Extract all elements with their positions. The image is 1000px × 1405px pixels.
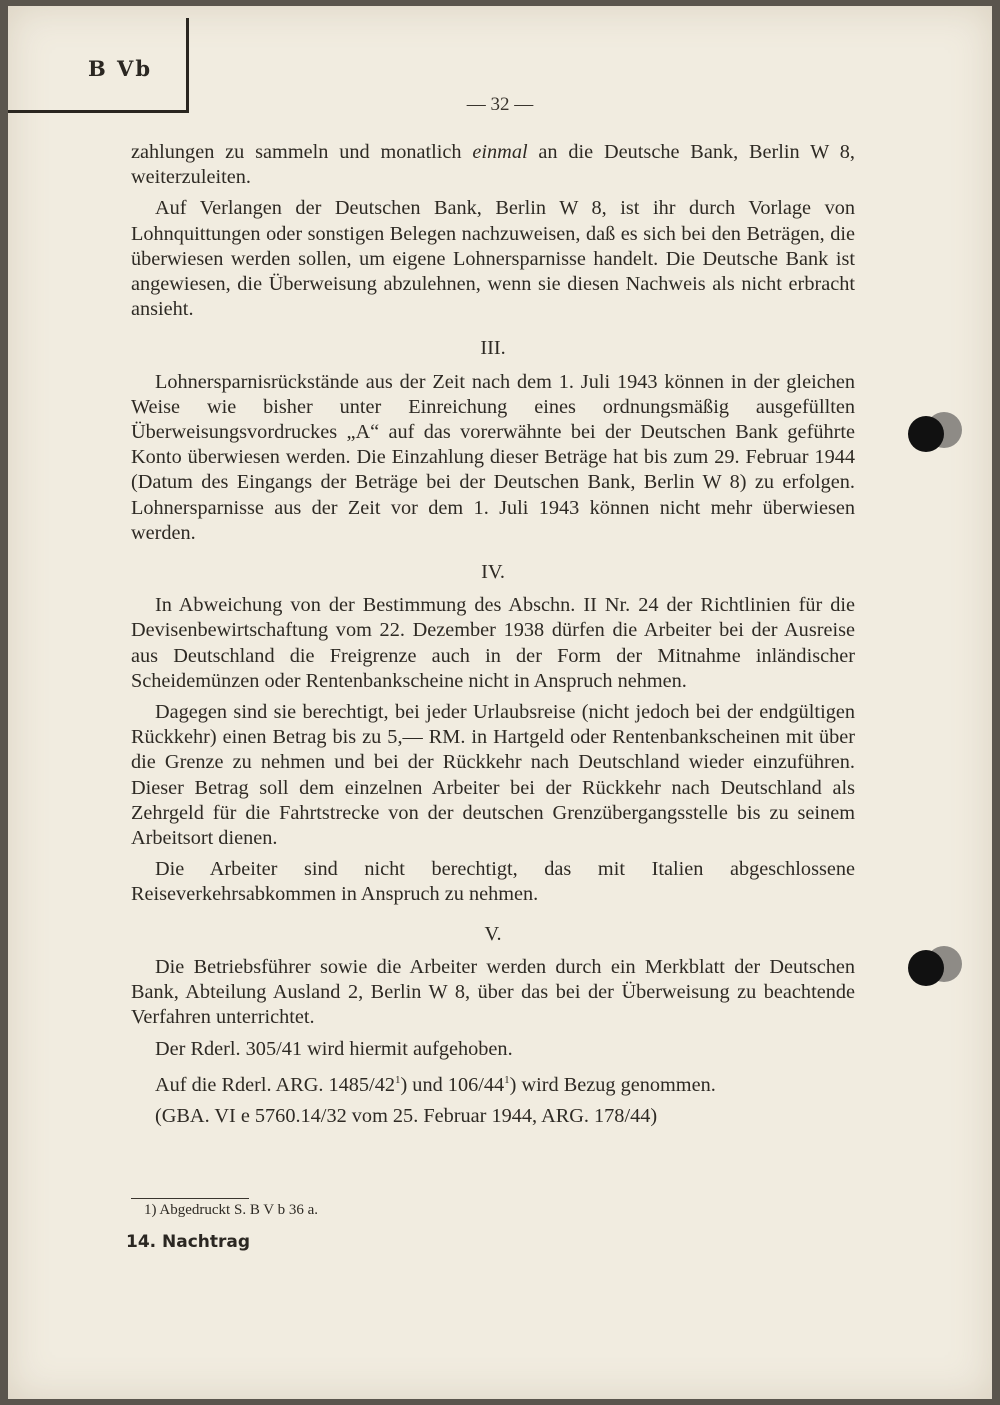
- paragraph: Lohnersparnisrückstände aus der Zeit nach dem 1. Juli 1943 können in der gleichen Weise wie bisher unter Einreichung eines ordnungsmäßig ausgefüllten Überweisungsvordruckes „A“ auf das vorerwähnte bei der Deutschen Bank geführte Konto überwiesen werden. Die Einzahlung dieser Beträge hat bis zum 29. Februar 1944 (Datum des Eingangs der Beträge bei der Deutschen Bank, Berlin W 8) zu erfolgen. Lohnersparnisse aus der Zeit vor dem 1. Juli 1943 können nicht mehr überwiesen werden.: [131, 370, 855, 544]
- footnote: 1) Abgedruckt S. B V b 36 a.: [144, 1202, 319, 1218]
- section-label: B Vb: [88, 56, 153, 81]
- section-heading-v: V.: [484, 922, 502, 945]
- paragraph: (GBA. VI e 5760.14/32 vom 25. Februar 1944, ARG. 178/44): [155, 1104, 658, 1127]
- section-tab: [8, 18, 189, 113]
- document-page: [8, 6, 992, 1399]
- paragraph: [131, 1068, 855, 1098]
- punch-hole: [908, 950, 944, 986]
- punch-hole: [908, 416, 944, 452]
- emphasis-text: einmal: [472, 141, 528, 163]
- paragraph: Die Betriebsführer sowie die Arbeiter werden durch ein Merkblatt der Deutschen Bank, Abteilung Ausland 2, Berlin W 8, über das bei der Überweisung zu beachtende Verfahren unterrichtet.: [131, 955, 855, 1029]
- section-heading-iii: III.: [480, 337, 506, 360]
- paragraph: In Abweichung von der Bestimmung des Abschn. II Nr. 24 der Richtlinien für die Devisenbewirtschaftung vom 22. Dezember 1938 dürfen die Arbeiter bei der Ausreise aus Deutschland die Freigrenze auch in der Form der Mitnahme inländischer Scheidemünzen oder Rentenbankscheine nicht in Anspruch nehmen.: [131, 594, 855, 692]
- text: zahlungen zu sammeln und monatlich: [131, 141, 473, 163]
- text: ) und 106/44: [400, 1073, 505, 1096]
- footnote-ref: 1: [504, 1073, 510, 1086]
- text: Auf die Rderl. ARG. 1485/42: [155, 1073, 395, 1096]
- text: an die Deutsche Bank, Berlin W 8, weiterzuleiten.: [131, 141, 855, 189]
- supplement-label: 14. Nachtrag: [126, 1232, 251, 1252]
- paragraph-continuation: [131, 140, 855, 190]
- document-body: [131, 140, 855, 1135]
- section-heading-iv: IV.: [481, 561, 505, 584]
- paragraph: Der Rderl. 305/41 wird hiermit aufgehoben.: [155, 1037, 513, 1060]
- paragraph: Die Arbeiter sind nicht berechtigt, das mit Italien abgeschlossene Reiseverkehrsabkommen in Anspruch zu nehmen.: [131, 858, 855, 906]
- page-number: — 32 —: [466, 94, 534, 115]
- paragraph: Auf Verlangen der Deutschen Bank, Berlin W 8, ist ihr durch Vorlage von Lohnquittungen oder sonstigen Belegen nachzuweisen, daß es sich bei den Beträgen, die überwiesen werden sollen, um eigene Lohnersparnisse handelt. Die Deutsche Bank ist angewiesen, die Überweisung abzulehnen, wenn sie diesen Nachweis als nicht erbracht ansieht.: [131, 197, 855, 321]
- footnote-divider: [131, 1198, 249, 1199]
- footnote-ref: 1: [394, 1073, 401, 1086]
- paragraph: Dagegen sind sie berechtigt, bei jeder Urlaubsreise (nicht jedoch bei der endgültigen Rückkehr) einen Betrag bis zu 5,— RM. in Hartgeld oder Rentenbankscheinen mit über die Grenze zu nehmen und bei der Rückkehr nach Deutschland wieder einzuführen. Dieser Betrag soll dem einzelnen Arbeiter bei der Rückkehr nach Deutschland als Zehrgeld für die Fahrtstrecke von der deutschen Grenzübergangsstelle bis zu seinem Arbeitsort dienen.: [131, 701, 855, 850]
- text: ) wird Bezug genommen.: [509, 1073, 716, 1096]
